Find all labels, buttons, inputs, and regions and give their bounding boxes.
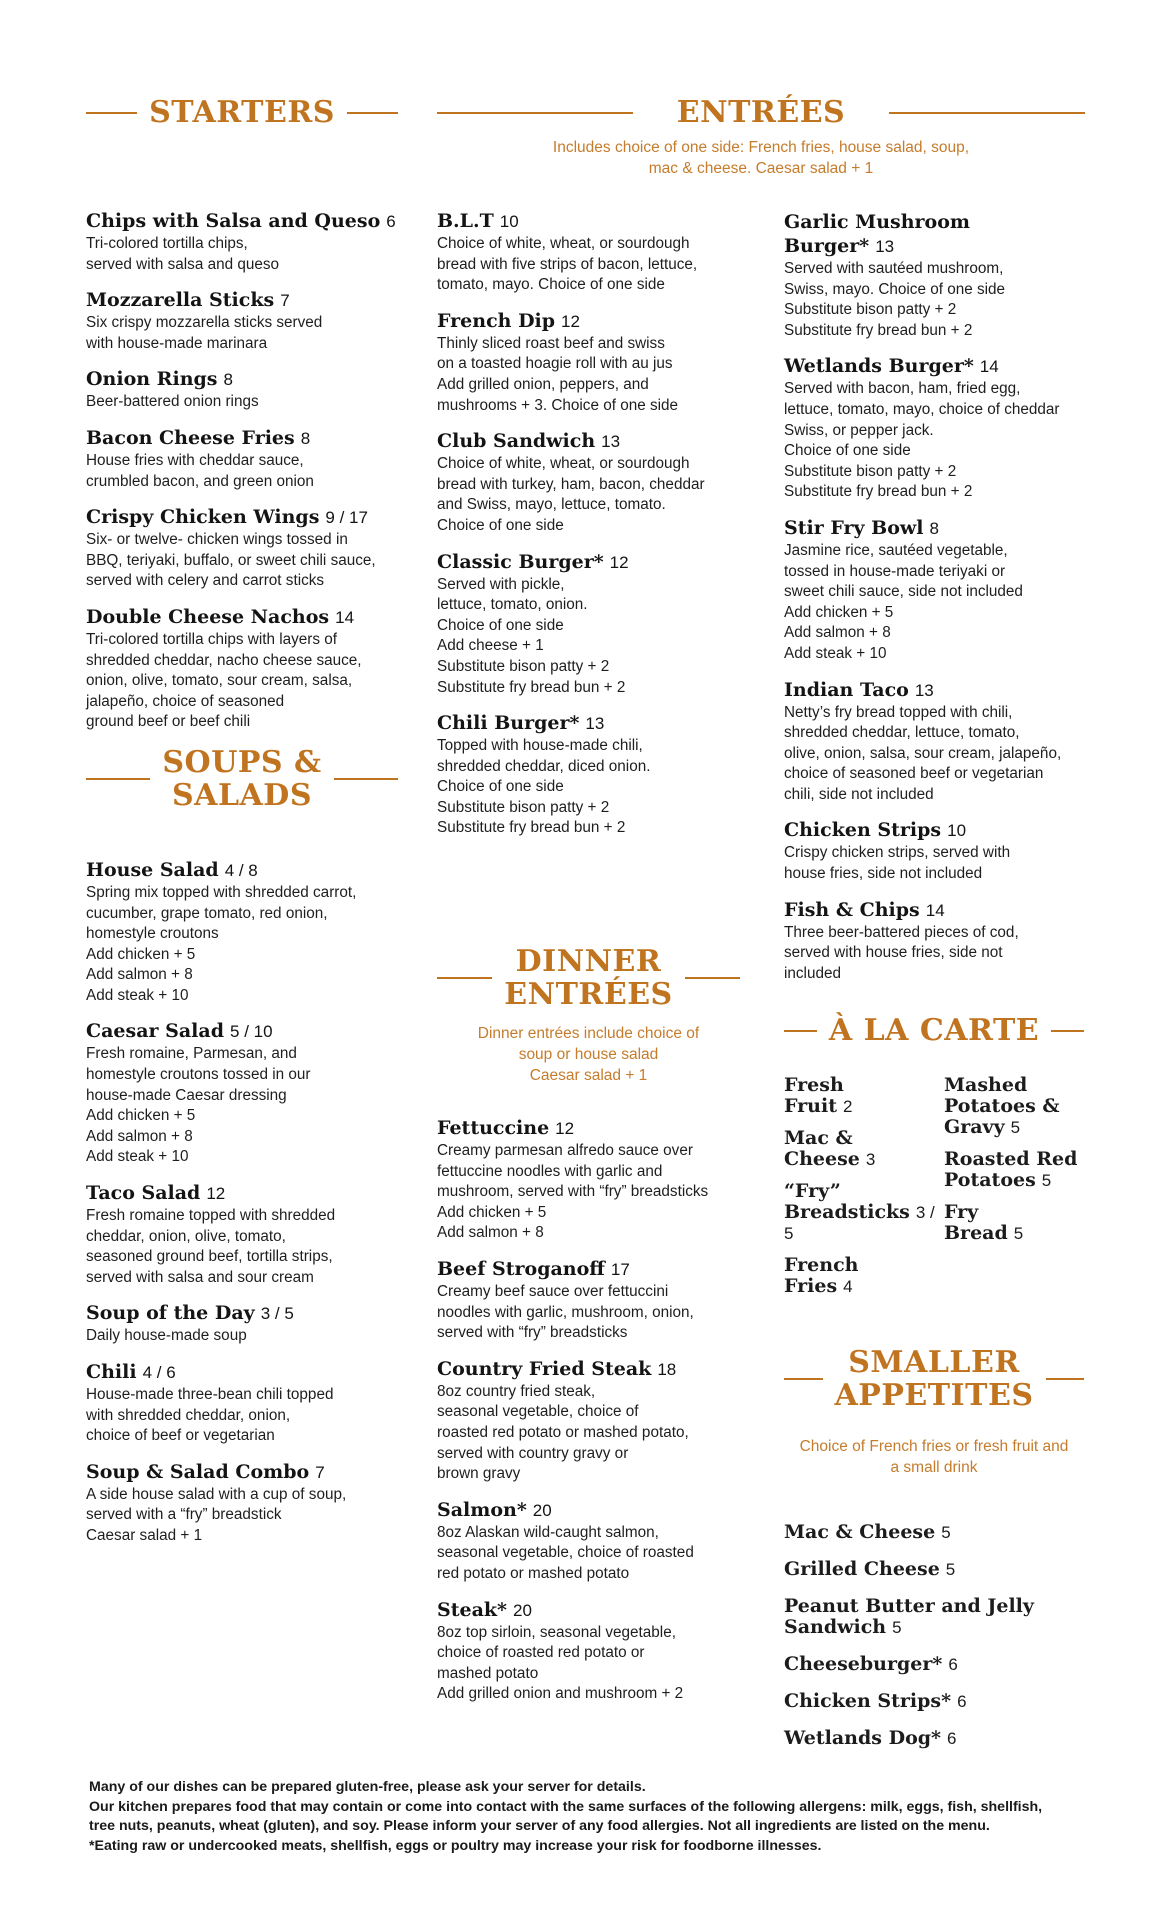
menu-item-name: Double Cheese Nachos: [86, 605, 330, 628]
menu-item-price: 9 / 17: [325, 508, 368, 528]
menu-item-title: [437, 429, 747, 454]
menu-item-price: 13: [914, 680, 934, 700]
menu-item-name: Peanut Butter and Jelly Sandwich: [784, 1595, 1034, 1639]
menu-item-name: Taco Salad: [86, 1182, 201, 1205]
menu-item: [944, 1149, 1084, 1191]
menu-item-title: [86, 505, 398, 530]
menu-item-title: [944, 1202, 1084, 1244]
menu-item-name: Indian Taco: [784, 678, 909, 701]
menu-item: [86, 209, 398, 275]
menu-item-title: [784, 818, 1084, 843]
menu-item: [784, 1181, 944, 1244]
menu-item-price: 12: [561, 311, 580, 331]
menu-item: [86, 367, 398, 413]
divider: [86, 112, 137, 114]
menu-item: [437, 550, 747, 699]
menu-item: [784, 678, 1084, 806]
menu-item: [86, 426, 398, 492]
menu-item-price: 8: [929, 518, 939, 538]
menu-item: [784, 516, 1084, 665]
menu-item-title: [86, 1301, 398, 1326]
entrees-note: Includes choice of one side: French fries, house salad, soup, mac & cheese. Caesar salad + 1: [552, 139, 970, 177]
smaller-appetites-heading: SMALLER APPETITES: [834, 1345, 1034, 1414]
menu-item-description: 8oz Alaskan wild-caught salmon, seasonal vegetable, choice of roasted red potato or mashed potato: [437, 1523, 694, 1582]
menu-item: [784, 1728, 1084, 1749]
menu-item-name: Fresh Fruit: [784, 1074, 844, 1118]
menu-item-title: [784, 1522, 1084, 1543]
entrees-heading-row: [437, 96, 1085, 129]
menu-item-name: Chicken Strips*: [784, 1690, 952, 1713]
menu-item-description: Served with bacon, ham, fried egg, lettuce, tomato, mayo, choice of cheddar Swiss, or pepper jack. Choice of one side Substitute bison patty + 2 Substitute fry bread bun + 2: [784, 380, 1060, 501]
smaller-appetites-list: [784, 1522, 1084, 1749]
menu-item-price: 8: [300, 428, 311, 448]
menu-item-price: 5: [1041, 1171, 1052, 1191]
menu-item: [784, 1559, 1084, 1580]
menu-item-price: 10: [499, 212, 519, 231]
menu-item: [784, 354, 1084, 503]
soups-salads-heading: SOUPS & SALADS: [162, 744, 322, 813]
divider: [784, 1378, 823, 1380]
menu-item-description: Daily house-made soup: [86, 1327, 247, 1345]
divider: [1051, 1030, 1084, 1032]
menu-item-price: 20: [513, 1600, 532, 1620]
menu-item-name: Cheeseburger*: [784, 1653, 943, 1676]
menu-item-description: Three beer-battered pieces of cod, served with house fries, side not included: [784, 923, 1019, 982]
menu-item-price: 6: [386, 212, 396, 231]
allergen-footer: [89, 1778, 1089, 1856]
menu-item-price: 2: [842, 1097, 853, 1117]
menu-item-price: 13: [875, 237, 895, 256]
menu-item-description: House fries with cheddar sauce, crumbled bacon, and green onion: [86, 451, 314, 490]
menu-item-price: 4 / 6: [142, 1363, 176, 1382]
menu-item: [784, 898, 1084, 985]
menu-item-price: 5 / 10: [230, 1022, 273, 1042]
divider: [86, 778, 150, 780]
menu-item-price: 5: [941, 1523, 951, 1543]
menu-item-name: Bacon Cheese Fries: [86, 426, 295, 449]
footer-line: Many of our dishes can be prepared gluten-free, please ask your server for details.: [89, 1779, 646, 1795]
a-la-carte-grid: [784, 1075, 1084, 1308]
menu-item-title: [86, 858, 398, 883]
menu-item-name: Mashed Potatoes & Gravy: [944, 1074, 1060, 1139]
menu-item-title: [784, 898, 1084, 923]
menu-item-title: [86, 1360, 398, 1385]
footer-line: *Eating raw or undercooked meats, shellfish, eggs or poultry may increase your risk for foodborne illnesses.: [89, 1837, 822, 1854]
menu-item-description: 8oz country fried steak, seasonal vegetable, choice of roasted red potato or mashed potato, served with country gravy or brown gravy: [437, 1382, 689, 1483]
menu-item-name: Roasted Red Potatoes: [944, 1148, 1078, 1192]
menu-item-title: [784, 1181, 944, 1244]
menu-item: [86, 1360, 398, 1447]
menu-item-description: Beer-battered onion rings: [86, 393, 259, 411]
divider: [889, 112, 1085, 114]
entrees-list-right: [784, 210, 1084, 984]
alacarte-heading-row: [784, 1014, 1084, 1047]
menu-item-title: [784, 1691, 1084, 1712]
menu-item-name: Chicken Strips: [784, 819, 942, 842]
menu-item-name: “Fry” Breadsticks: [784, 1180, 910, 1224]
menu-item-name: Mac & Cheese: [784, 1521, 936, 1544]
menu-item-price: 10: [947, 821, 967, 841]
starters-heading: STARTERS: [149, 95, 335, 130]
menu-item-description: 8oz top sirloin, seasonal vegetable, choice of roasted red potato or mashed potato Add grilled onion and mushroom + 2: [437, 1623, 684, 1703]
menu-item: [784, 1596, 1084, 1638]
menu-item-description: Netty’s fry bread topped with chili, shredded cheddar, lettuce, tomato, olive, onion, salsa, sour cream, jalapeño, choice of seasoned beef or vegetarian chili, side not included: [784, 703, 1062, 803]
menu-item: [86, 288, 398, 354]
menu-item-description: Six- or twelve- chicken wings tossed in BBQ, teriyaki, buffalo, or sweet chili sauce, served with celery and carrot sticks: [86, 531, 376, 590]
menu-item-price: 6: [946, 1729, 957, 1749]
menu-item: [437, 1498, 747, 1585]
menu-item-price: 7: [280, 291, 290, 311]
menu-item-title: [437, 1116, 747, 1141]
menu-item-title: [784, 1559, 1084, 1580]
menu-item-price: 3 / 5: [784, 1203, 935, 1244]
menu-item: [437, 429, 747, 536]
menu-item: [437, 209, 747, 296]
menu-item-name: Wetlands Dog*: [784, 1727, 941, 1750]
menu-item-title: [437, 711, 747, 736]
menu-item-name: Grilled Cheese: [784, 1558, 940, 1581]
menu-item: [784, 1255, 944, 1297]
dinner-entrees-note: Dinner entrées include choice of soup or house salad Caesar salad + 1: [477, 1025, 700, 1085]
menu-item-price: 12: [206, 1184, 226, 1204]
menu-item-name: Chili Burger*: [437, 712, 580, 735]
menu-item-name: Mac & Cheese: [784, 1127, 860, 1171]
entrees-list-left: [437, 209, 747, 839]
divider: [1046, 1378, 1085, 1380]
menu-item-price: 13: [585, 714, 605, 734]
menu-item-price: 14: [979, 357, 999, 377]
menu-item-title: [86, 209, 398, 234]
menu-item: [784, 818, 1084, 884]
menu-item-description: Creamy beef sauce over fettuccini noodles with garlic, mushroom, onion, served with “fry” breadsticks: [437, 1283, 694, 1342]
menu-item-title: [437, 1598, 747, 1623]
menu-item-price: 4: [843, 1277, 853, 1297]
menu-item-price: 5: [1013, 1224, 1024, 1244]
menu-item-title: [784, 1654, 1084, 1675]
menu-item-price: 14: [335, 607, 355, 627]
menu-item-price: 5: [1010, 1118, 1021, 1138]
menu-item-price: 8: [223, 370, 233, 390]
menu-item-title: [437, 309, 747, 334]
menu-item-title: [86, 1019, 398, 1044]
soups-salads-list: [86, 858, 398, 1547]
menu-item-title: [86, 1460, 398, 1485]
menu-item-name: Fettuccine: [437, 1117, 550, 1140]
soups-heading-row: [86, 746, 398, 812]
menu-item-price: 6: [957, 1692, 967, 1712]
menu-item-description: Tri-colored tortilla chips, served with salsa and queso: [86, 235, 280, 273]
menu-item-price: 12: [555, 1119, 575, 1139]
menu-item-description: Spring mix topped with shredded carrot, cucumber, grape tomato, red onion, homestyle croutons Add chicken + 5 Add salmon + 8 Add steak + 10: [86, 883, 357, 1004]
menu-item: [86, 505, 398, 592]
menu-item: [784, 1075, 944, 1117]
menu-item-title: [784, 1255, 944, 1297]
divider: [437, 112, 633, 114]
menu-item-description: Fresh romaine topped with shredded cheddar, onion, olive, tomato, seasoned ground beef, tortilla strips, served with salsa and sour cream: [86, 1207, 336, 1286]
menu-item: [437, 1116, 747, 1244]
right-column: [784, 210, 1084, 1765]
menu-item-name: Onion Rings: [86, 368, 218, 391]
menu-item-description: Crispy chicken strips, served with house fries, side not included: [784, 844, 1011, 883]
divider: [347, 112, 398, 114]
menu-item-price: 18: [657, 1359, 677, 1379]
menu-item-price: 3 / 5: [260, 1304, 294, 1324]
dinner-entrees-list: [437, 1116, 747, 1705]
menu-item-name: Steak*: [437, 1598, 507, 1621]
menu-item-title: [86, 1181, 398, 1206]
menu-item-description: Choice of white, wheat, or sourdough bread with turkey, ham, bacon, cheddar and Swiss, mayo, lettuce, tomato. Choice of one side: [437, 455, 705, 534]
menu-item-description: Served with sautéed mushroom, Swiss, mayo. Choice of one side Substitute bison patty + 2 Substitute fry bread bun + 2: [784, 260, 1006, 339]
menu-item-description: Jasmine rice, sautéed vegetable, tossed in house-made teriyaki or sweet chili sauce, side not included Add chicken + 5 Add salmon + 8 Add steak + 10: [784, 541, 1023, 662]
menu-item: [437, 1357, 747, 1485]
menu-item: [784, 1522, 1084, 1543]
menu-item-name: Chili: [86, 1361, 137, 1383]
starters-list: [86, 209, 398, 733]
menu-item-title: [784, 1128, 944, 1170]
a-la-carte-column-left: [784, 1075, 944, 1308]
a-la-carte-column-right: [944, 1075, 1084, 1308]
menu-item-title: [784, 354, 1084, 379]
menu-item-name: Soup & Salad Combo: [86, 1460, 310, 1483]
menu-item-title: [784, 1728, 1084, 1749]
menu-item-description: Fresh romaine, Parmesan, and homestyle croutons tossed in our house-made Caesar dressing Add chicken + 5 Add salmon + 8 Add steak + 10: [86, 1045, 311, 1166]
divider: [685, 977, 740, 979]
divider: [784, 1030, 817, 1032]
menu-item: [784, 1691, 1084, 1712]
menu-item-name: Caesar Salad: [86, 1020, 225, 1043]
menu-item-title: [437, 1498, 747, 1523]
menu-item-price: 5: [892, 1618, 902, 1638]
menu-item-price: 6: [948, 1655, 958, 1675]
menu-item-description: Choice of white, wheat, or sourdough bread with five strips of bacon, lettuce, tomato, mayo. Choice of one side: [437, 235, 698, 294]
menu-item-name: House Salad: [86, 858, 219, 881]
divider: [437, 977, 492, 979]
menu-item-description: House-made three-bean chili topped with shredded cheddar, onion, choice of beef or vegetarian: [86, 1386, 334, 1445]
menu-item: [437, 1257, 747, 1344]
menu-item-description: Creamy parmesan alfredo sauce over fettuccine noodles with garlic and mushroom, served with “fry” breadsticks Add chicken + 5 Add salmon + 8: [437, 1142, 709, 1242]
menu-item-title: [437, 1357, 747, 1382]
menu-item: [784, 210, 1084, 341]
menu-item-description: Topped with house-made chili, shredded cheddar, diced onion. Choice of one side Substitute bison patty + 2 Substitute fry bread bun + 2: [437, 737, 651, 837]
footer-line: Our kitchen prepares food that may contain or come into contact with the same surfaces of the following allergens: milk, eggs, fish, shellfish,: [89, 1798, 1043, 1815]
menu-item-price: 7: [315, 1462, 325, 1482]
menu-item-name: Wetlands Burger*: [784, 355, 974, 378]
menu-item-name: Country Fried Steak: [437, 1357, 652, 1380]
menu-item-title: [437, 209, 747, 234]
menu-item: [86, 858, 398, 1007]
menu-item-price: 13: [601, 432, 621, 452]
menu-item-name: Garlic Mushroom Burger*: [784, 211, 970, 257]
menu-item-name: Chips with Salsa and Queso: [86, 210, 381, 232]
menu-item-title: [86, 605, 398, 630]
starters-heading-row: [86, 96, 398, 129]
menu-item-description: Six crispy mozzarella sticks served with house-made marinara: [86, 314, 323, 352]
menu-item: [944, 1202, 1084, 1244]
menu-item: [437, 1598, 747, 1705]
menu-item-name: Fish & Chips: [784, 898, 920, 921]
menu-item-title: [784, 678, 1084, 703]
menu-item-name: Mozzarella Sticks: [86, 289, 275, 312]
menu-item-title: [944, 1149, 1084, 1191]
a-la-carte-heading: À LA CARTE: [828, 1013, 1040, 1049]
menu-item-price: 5: [945, 1560, 956, 1580]
smaller-heading-row: [784, 1346, 1084, 1412]
footer-line: tree nuts, peanuts, wheat (gluten), and soy. Please inform your server of any food allergies. Not all ingredients are listed on the menu.: [89, 1818, 990, 1834]
menu-item-description: Tri-colored tortilla chips with layers of shredded cheddar, nacho cheese sauce, onion, olive, tomato, sour cream, salsa, jalapeño, choice of seasoned ground beef or beef chili: [86, 630, 362, 731]
menu-item-name: Stir Fry Bowl: [784, 516, 924, 539]
menu-item-name: Beef Stroganoff: [437, 1258, 605, 1281]
menu-item-price: 17: [610, 1260, 630, 1280]
menu-item: [86, 1301, 398, 1347]
menu-item: [437, 711, 747, 839]
left-column: [86, 96, 398, 1560]
menu-item-description: Served with pickle, lettuce, tomato, onion. Choice of one side Add cheese + 1 Substitute bison patty + 2 Substitute fry bread bun + 2: [437, 575, 626, 696]
menu-item: [86, 1460, 398, 1547]
menu-item-name: B.L.T: [437, 210, 494, 232]
menu-item-title: [784, 1075, 944, 1117]
menu-item-name: Crispy Chicken Wings: [86, 506, 320, 529]
entrees-heading: ENTRÉES: [676, 95, 846, 130]
menu-item-title: [86, 288, 398, 313]
menu-item-name: Salmon*: [437, 1498, 527, 1521]
menu-item: [86, 605, 398, 733]
menu-item-description: A side house salad with a cup of soup, served with a “fry” breadstick Caesar salad + 1: [86, 1485, 347, 1544]
menu-item: [784, 1654, 1084, 1675]
menu-item-price: 4 / 8: [224, 860, 258, 880]
menu-item-name: French Fries: [784, 1254, 859, 1298]
menu-item-name: Classic Burger*: [437, 550, 604, 573]
menu-item-title: [784, 1596, 1084, 1638]
menu-item-price: 3: [865, 1150, 876, 1170]
dinner-entrees-heading: DINNER ENTRÉES: [504, 944, 673, 1013]
menu-item-title: [437, 550, 747, 575]
menu-item: [86, 1181, 398, 1288]
smaller-appetites-note: Choice of French fries or fresh fruit and a small drink: [799, 1438, 1069, 1477]
menu-item-name: Soup of the Day: [86, 1302, 255, 1325]
divider: [334, 778, 398, 780]
menu-item-price: 12: [609, 552, 629, 572]
menu-item-title: [86, 367, 398, 392]
menu-item-name: French Dip: [437, 309, 556, 332]
menu-item-title: [437, 1257, 747, 1282]
menu-item-title: [784, 516, 1084, 541]
menu-item-name: Fry Bread: [944, 1201, 1008, 1245]
menu-item: [437, 309, 747, 416]
menu-item: [86, 1019, 398, 1168]
menu-item-title: [944, 1075, 1084, 1138]
menu-item-title: [784, 210, 1084, 259]
menu-item-description: Thinly sliced roast beef and swiss on a toasted hoagie roll with au jus Add grilled onion, peppers, and mushrooms + 3. Choice of one side: [437, 334, 679, 414]
menu-item-title: [86, 426, 398, 451]
menu-item-name: Club Sandwich: [437, 430, 596, 453]
menu-item: [944, 1075, 1084, 1138]
menu-item-price: 20: [532, 1500, 552, 1520]
menu-item: [784, 1128, 944, 1170]
menu-item-price: 14: [925, 900, 945, 920]
dinner-heading-row: [437, 945, 740, 1011]
